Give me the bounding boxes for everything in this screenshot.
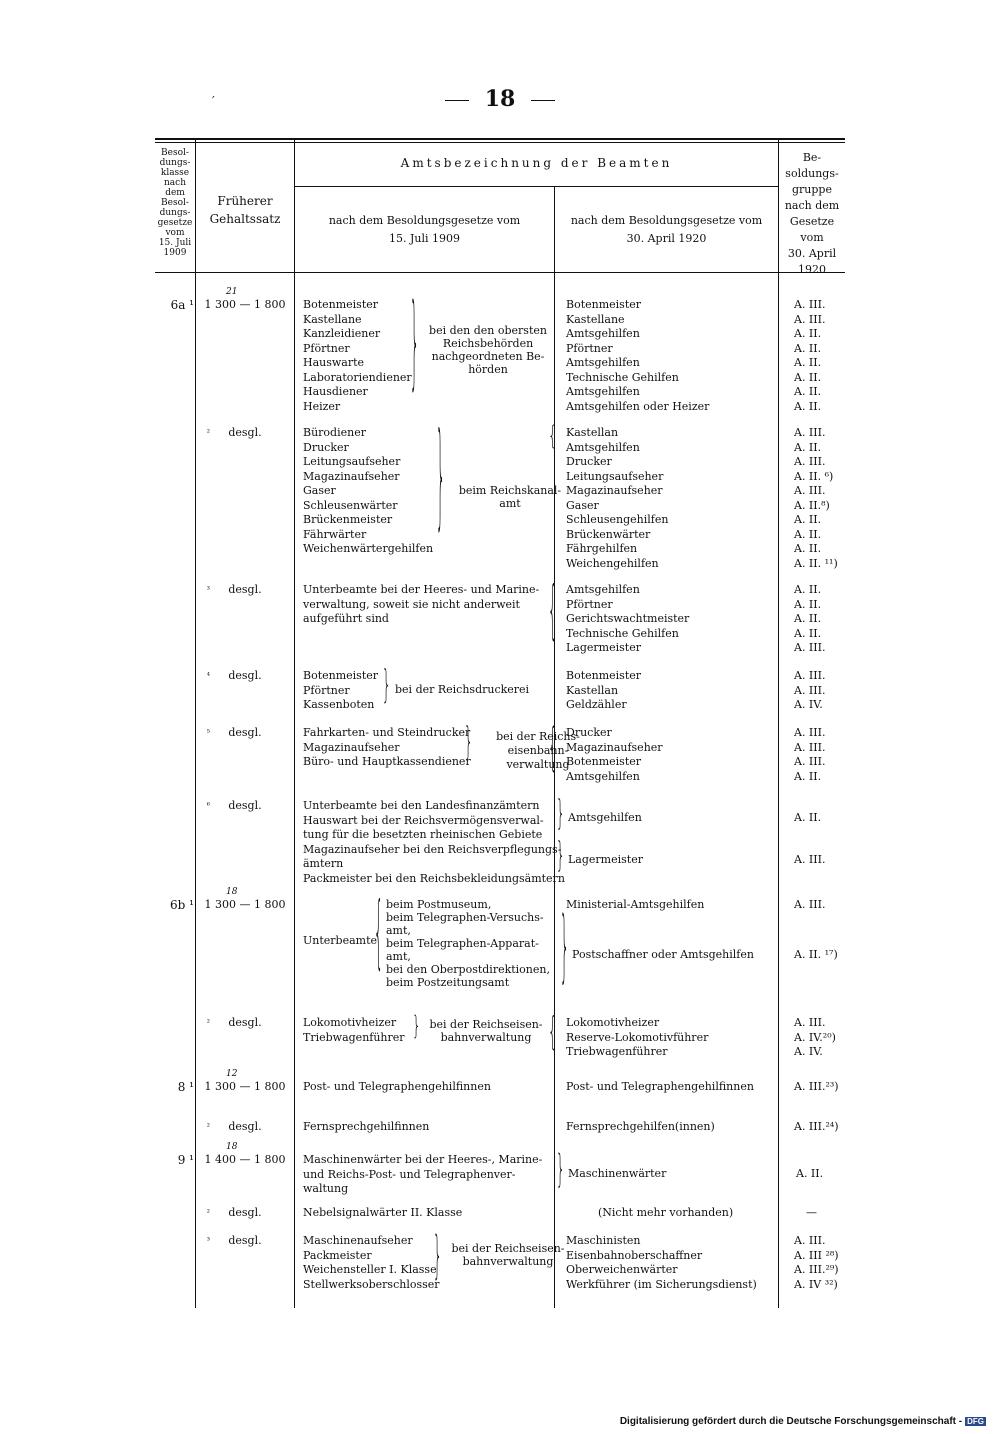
old-title: Gaser [303, 484, 336, 497]
row-gehalt-index: 18 [226, 1142, 238, 1152]
new-title: Pförtner [566, 597, 613, 611]
old-title: aufgeführt sind [303, 612, 389, 625]
row-klasse: ³ [206, 585, 210, 594]
new-title: Drucker [566, 726, 612, 739]
page-number [0, 86, 1000, 112]
old-brace: } [436, 415, 445, 547]
new-title: Post- und Telegraphengehilfinnen [566, 1080, 754, 1093]
old-brace: } [410, 288, 419, 405]
grp-value: A. IV. [794, 698, 823, 711]
old-title: Fährwärter [303, 527, 367, 541]
old-title: verwaltung, soweit sie nicht anderweit [303, 597, 520, 611]
old-brace: } [433, 1228, 442, 1287]
row-gehalt: 1 400 — 1 800 [204, 1153, 286, 1166]
old-title: Hauswart bei der Reichsvermögensverwal- [303, 813, 544, 827]
grp-value: A. II. [794, 385, 822, 398]
old-title: Magazinaufseher bei den Reichsverpflegungs- [303, 842, 562, 856]
row-gehalt: desgl. [228, 426, 262, 439]
grp-value: A. II. [794, 356, 822, 369]
new-brace: } [556, 794, 565, 835]
new-title: Amtsgehilfen [566, 769, 640, 783]
grp-value: A. III. [794, 683, 826, 697]
old-note: verwaltung [506, 758, 570, 771]
row-klasse: 6a ¹ [170, 298, 194, 312]
old-note: eisenbahn- [507, 744, 569, 757]
old-title: Unterbeamte bei den Landesfinanzämtern [303, 799, 540, 812]
col-divider-2 [294, 140, 295, 1308]
grp-value: A. II. ¹⁷) [794, 948, 838, 961]
header-col-klasse: Besol- dungs- klasse nach dem Besol- dungs- gesetze vom 15. Juli 1909 [157, 148, 193, 258]
new-title: Ministerial-Amtsgehilfen [566, 898, 705, 911]
grp-value: A. III.²⁴) [794, 1120, 839, 1133]
new-title: Amtsgehilfen [566, 583, 640, 596]
row-gehalt: 1 300 — 1 800 [204, 898, 286, 911]
grp-value: A. II. [794, 542, 822, 555]
grp-value: A. III. [794, 426, 826, 439]
grp-value: A. III. [794, 641, 826, 654]
old-title: Lokomotivheizer [303, 1016, 397, 1029]
old-title: Kassenboten [303, 698, 375, 711]
old-title: Unterbeamte bei der Heeres- und Marine- [303, 583, 540, 596]
old-note: hörden [468, 363, 508, 376]
new-title: Botenmeister [566, 669, 642, 682]
new-brace: } [560, 904, 569, 995]
new-title: Technische Gehilfen [566, 626, 679, 640]
new-title: Triebwagenführer [566, 1045, 668, 1058]
page-number-text: 18 [484, 86, 516, 112]
old-title: Pförtner [303, 341, 350, 355]
new-title: Drucker [566, 455, 612, 468]
old-title: Maschinenaufseher [303, 1234, 413, 1247]
header-nach-1920: nach dem Besoldungsgesetze vom 30. April 1920 [570, 214, 763, 245]
row-gehalt: desgl. [228, 726, 262, 739]
grp-value: A. IV.²⁰) [794, 1030, 836, 1044]
grp-value: A. III. [794, 455, 826, 468]
old-title: Laboratoriendiener [303, 370, 412, 384]
new-brace: { [548, 422, 557, 452]
dash-left [445, 100, 469, 101]
new-title: Maschinenwärter [568, 1167, 667, 1180]
footer-text: Digitalisierung gefördert durch die Deutsche Forschungsgemeinschaft - [619, 1416, 963, 1427]
grp-value: A. II. [794, 597, 822, 611]
old-title: waltung [303, 1182, 349, 1195]
old-note: bei den Oberpostdirektionen, [386, 963, 550, 976]
new-title: Weichengehilfen [566, 556, 659, 570]
old-title: Magazinaufseher [303, 469, 400, 483]
new-title: Technische Gehilfen [566, 370, 679, 384]
new-title: Maschinisten [566, 1234, 641, 1247]
old-title: Brückenmeister [303, 513, 393, 526]
old-title: Hausdiener [303, 385, 368, 398]
new-brace: { [548, 720, 557, 779]
grp-value: A. III. [794, 298, 826, 311]
grp-value: A. III. [794, 484, 826, 497]
new-title: Botenmeister [566, 298, 642, 311]
old-title: Botenmeister [303, 669, 379, 682]
new-title: Oberweichenwärter [566, 1263, 678, 1276]
grp-value: A. II. [794, 626, 822, 640]
row-klasse: 9 ¹ [177, 1153, 194, 1167]
new-title: Magazinaufseher [566, 740, 663, 754]
row-klasse: ⁵ [206, 728, 210, 737]
row-klasse: 6b ¹ [170, 898, 194, 912]
old-note: bei der Reichseisen- [429, 1018, 543, 1031]
old-title: Packmeister [303, 1248, 372, 1262]
old-title: Kanzleidiener [303, 327, 381, 340]
new-title: Geldzähler [566, 698, 627, 711]
grp-value: A. II. [794, 769, 822, 783]
new-title: Amtsgehilfen [566, 356, 640, 369]
grp-value: A. II. [794, 440, 822, 454]
grp-value: A. II. ⁶) [794, 469, 834, 483]
old-title: Weichensteller I. Klasse [303, 1263, 437, 1276]
grp-value: A. II.⁸) [794, 498, 830, 512]
grp-value: A. II. [794, 583, 822, 596]
grp-value: A. III. [794, 898, 826, 911]
row-gehalt: desgl. [228, 669, 262, 682]
row-gehalt: desgl. [228, 799, 262, 812]
old-note: bahnverwaltung [462, 1255, 554, 1268]
old-note: beim Postzeitungsamt [386, 976, 510, 989]
grp-value: — [806, 1206, 817, 1219]
header-col-gehalt: Früherer Gehaltssatz [209, 194, 281, 226]
old-title: ämtern [303, 857, 344, 870]
row-gehalt: desgl. [228, 1120, 262, 1133]
row-klasse: 8 ¹ [177, 1080, 194, 1094]
old-title: Weichenwärtergehilfen [303, 542, 434, 555]
new-title: Fernsprechgehilfen(innen) [566, 1120, 715, 1133]
new-title: Werkführer (im Sicherungsdienst) [566, 1277, 757, 1291]
row-klasse: ² [206, 1018, 210, 1027]
new-title: Leitungsaufseher [566, 469, 664, 483]
grp-value: A. II. [794, 327, 822, 340]
grp-value: A. II. [796, 1167, 824, 1180]
old-title: Schleusenwärter [303, 498, 398, 512]
old-note: nachgeordneten Be- [431, 350, 545, 363]
grp-value: A. II. [794, 811, 822, 824]
grp-value: A. IV. [794, 1045, 823, 1058]
old-note: amt, [386, 950, 411, 963]
new-title: Lagermeister [568, 853, 643, 866]
old-brace: } [412, 1012, 421, 1042]
old-note: bei der Reichseisen- [451, 1242, 565, 1255]
row-gehalt-index: 12 [226, 1069, 238, 1079]
old-brace: } [464, 721, 473, 765]
grp-value: A. III. [794, 853, 826, 866]
grp-value: A. III. [794, 740, 826, 754]
row-gehalt: desgl. [228, 1234, 262, 1247]
new-title: Kastellan [566, 426, 619, 439]
grp-value: A. III. [794, 726, 826, 739]
corner-mark: ′ [212, 94, 215, 108]
new-title: Pförtner [566, 341, 613, 355]
old-note: beim Postmuseum, [386, 898, 492, 911]
old-title: Fernsprechgehilfinnen [303, 1120, 430, 1133]
old-title: Fahrkarten- und Steindrucker [303, 726, 471, 739]
old-title: Post- und Telegraphengehilfinnen [303, 1080, 491, 1093]
old-title: Heizer [303, 399, 341, 413]
old-title: Maschinenwärter bei der Heeres-, Marine- [303, 1153, 543, 1166]
row-klasse: ² [206, 1208, 210, 1217]
row-gehalt-index: 21 [226, 287, 238, 297]
old-note: bei der Reichs- [496, 730, 580, 743]
new-title: Amtsgehilfen oder Heizer [566, 399, 710, 413]
row-gehalt: 1 300 — 1 800 [204, 298, 286, 311]
new-title: Amtsgehilfen [568, 811, 642, 824]
grp-value: A. II. [794, 341, 822, 355]
grp-value: A. II. [794, 527, 822, 541]
new-title: Eisenbahnoberschaffner [566, 1248, 703, 1262]
grp-value: A. II. ¹¹) [794, 556, 838, 570]
new-title: Amtsgehilfen [566, 327, 640, 340]
new-title: Reserve-Lokomotivführer [566, 1030, 709, 1044]
dash-right [531, 100, 555, 101]
header-bottom-rule [155, 272, 845, 273]
new-title: Gerichtswachtmeister [566, 612, 690, 625]
grp-value: A. II. [794, 513, 822, 526]
old-note: bei der Reichsdruckerei [395, 683, 530, 696]
new-title: Botenmeister [566, 755, 642, 768]
old-title: Bürodiener [303, 426, 366, 439]
grp-value: A. III. [794, 312, 826, 326]
row-klasse: ² [206, 1122, 210, 1131]
new-title: Kastellane [566, 312, 625, 326]
old-brace: { [374, 890, 383, 982]
old-note: amt, [386, 924, 411, 937]
new-title: (Nicht mehr vorhanden) [598, 1206, 734, 1219]
new-title: Fährgehilfen [566, 542, 638, 555]
new-title: Amtsgehilfen [566, 385, 640, 398]
old-title: Nebelsignalwärter II. Klasse [303, 1206, 463, 1219]
new-title: Lagermeister [566, 641, 641, 654]
new-brace: } [556, 1148, 565, 1193]
old-note: Reichsbehörden [442, 337, 534, 350]
grp-value: A. II. [794, 612, 822, 625]
new-title: Lokomotivheizer [566, 1016, 660, 1029]
grp-value: A. IV ³²) [794, 1277, 838, 1291]
old-title: Stellwerksoberschlosser [303, 1277, 440, 1291]
footer-credit [620, 1416, 986, 1427]
row-klasse: ² [206, 428, 210, 437]
grp-value: A. III ²⁸) [794, 1248, 839, 1262]
old-note: beim Reichskanal- [458, 484, 562, 497]
header-amtsbezeichnung: Amtsbezeichnung der Beamten [400, 156, 673, 170]
old-brace: } [382, 664, 391, 708]
row-klasse: ³ [206, 1236, 210, 1245]
old-title: tung für die besetzten rheinischen Gebiete [303, 828, 543, 841]
grp-value: A. III.²⁹) [794, 1263, 839, 1276]
new-title: Gaser [566, 498, 599, 512]
grp-value: A. III. [794, 1016, 826, 1029]
new-brace: { [548, 1011, 557, 1055]
grp-value: A. III.²³) [794, 1080, 839, 1093]
row-gehalt-index: 18 [226, 887, 238, 897]
row-klasse: ⁶ [206, 801, 210, 810]
old-title: Botenmeister [303, 298, 379, 311]
row-gehalt: desgl. [228, 1016, 262, 1029]
row-gehalt: 1 300 — 1 800 [204, 1080, 286, 1093]
new-title: Postschaffner oder Amtsgehilfen [572, 948, 754, 961]
grp-value: A. II. [794, 399, 822, 413]
new-brace: } [556, 836, 565, 877]
row-gehalt: desgl. [228, 1206, 262, 1219]
old-note: bahnverwaltung [440, 1031, 532, 1044]
new-title: Kastellan [566, 683, 619, 697]
new-brace: { [548, 576, 557, 649]
new-title: Amtsgehilfen [566, 440, 640, 454]
table-top-rule-2 [155, 142, 845, 143]
dfg-logo: DFG [967, 1416, 984, 1426]
old-title: Packmeister bei den Reichsbekleidungsämtern [303, 871, 565, 885]
grp-value: A. II. [794, 370, 822, 384]
old-title: Drucker [303, 440, 349, 454]
grp-value: A. III. [794, 755, 826, 768]
old-title: und Reichs-Post- und Telegraphenver- [303, 1167, 516, 1181]
grp-value: A. III. [794, 1234, 826, 1247]
old-title: Hauswarte [303, 356, 365, 369]
old-title: Leitungsaufseher [303, 455, 401, 468]
new-title: Schleusengehilfen [566, 513, 669, 526]
old-note: amt [499, 497, 521, 510]
old-note: bei den den obersten [429, 324, 547, 337]
old-title: Büro- und Hauptkassendiener [303, 755, 471, 768]
table-top-rule [155, 138, 845, 140]
old-title: Pförtner [303, 683, 350, 697]
new-title: Magazinaufseher [566, 484, 663, 497]
header-besoldungsgruppe: Be- soldungs- gruppe nach dem Gesetze vom 30. April 1920 [784, 151, 840, 276]
grp-value: A. III. [794, 669, 826, 682]
old-title: Triebwagenführer [303, 1030, 405, 1044]
old-note: beim Telegraphen-Apparat- [386, 937, 539, 950]
old-note: beim Telegraphen-Versuchs- [386, 911, 544, 924]
old-title: Unterbeamte [303, 934, 378, 947]
amts-sub-rule [295, 186, 778, 187]
row-gehalt: desgl. [228, 583, 262, 596]
old-title: Kastellane [303, 312, 362, 326]
new-title: Brückenwärter [566, 527, 651, 541]
header-nach-1909: nach dem Besoldungsgesetze vom 15. Juli 1909 [328, 214, 521, 245]
col-divider-4 [778, 140, 779, 1308]
old-title: Magazinaufseher [303, 740, 400, 754]
row-klasse: ⁴ [206, 671, 210, 680]
